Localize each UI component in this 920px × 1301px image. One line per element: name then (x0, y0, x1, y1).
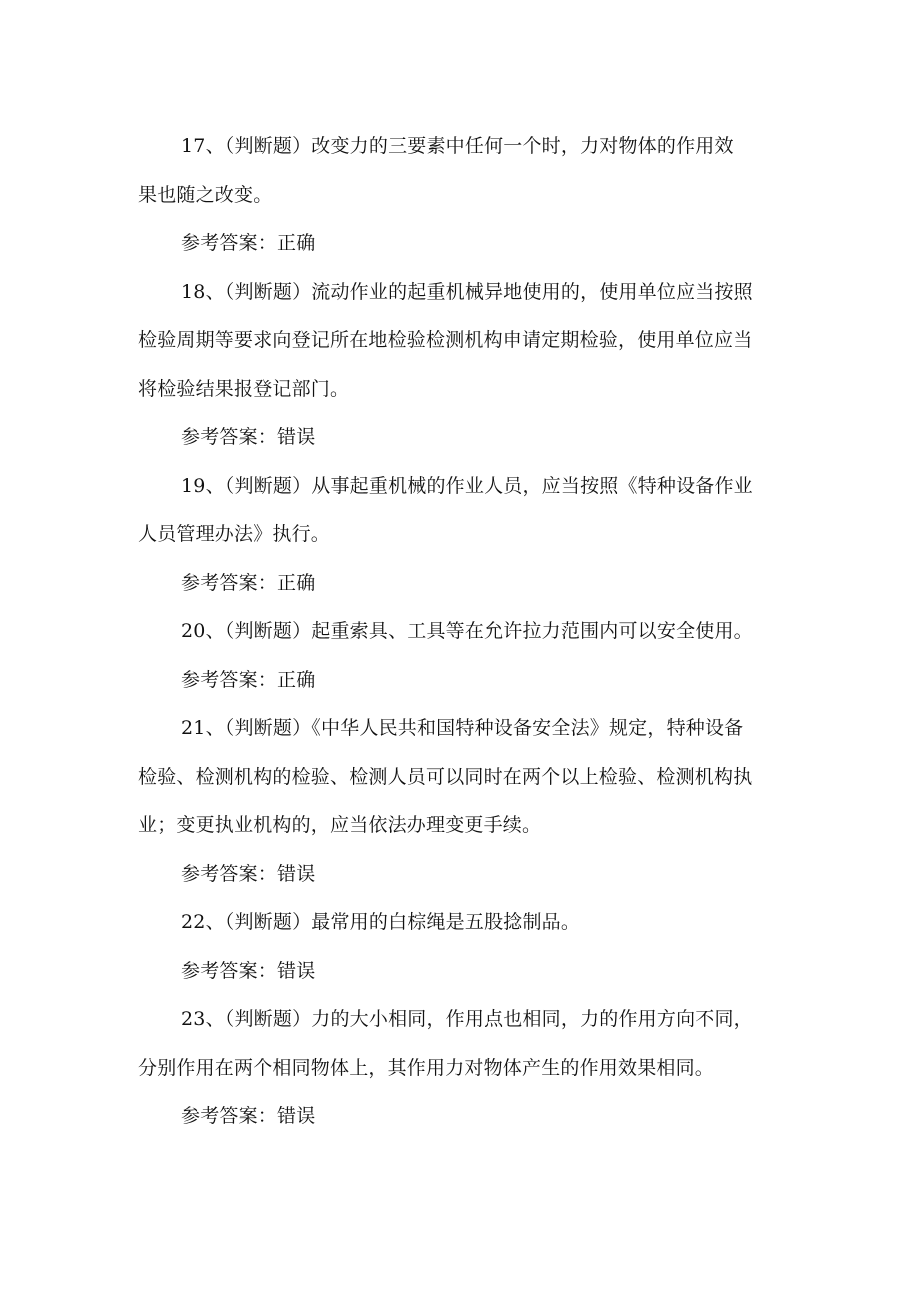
question-19 (138, 462, 800, 559)
question-line: 果也随之改变。 (138, 183, 273, 206)
answer-18: 参考答案：错误 (181, 426, 316, 448)
question-21 (138, 704, 800, 850)
question-line: 19、（判断题）从事起重机械的作业人员，应当按照《特种设备作业 (181, 474, 753, 497)
question-line: 22、（判断题）最常用的白棕绳是五股捻制品。 (181, 911, 581, 933)
question-17 (138, 122, 800, 219)
question-line: 将检验结果报登记部门。 (138, 377, 350, 400)
question-line: 21、（判断题）《中华人民共和国特种设备安全法》规定，特种设备 (181, 717, 744, 739)
question-line: 检验周期等要求向登记所在地检验检测机构申请定期检验，使用单位应当 (138, 329, 753, 351)
question-line: 20、（判断题）起重索具、工具等在允许拉力范围内可以安全使用。 (181, 620, 753, 642)
answer-21: 参考答案：错误 (181, 862, 316, 885)
answer-17: 参考答案：正确 (181, 232, 316, 254)
answer-22: 参考答案：错误 (181, 959, 316, 982)
question-line: 23、（判断题）力的大小相同，作用点也相同，力的作用方向不同， (181, 1008, 753, 1030)
question-line: 分别作用在两个相同物体上，其作用力对物体产生的作用效果相同。 (138, 1056, 715, 1079)
answer-23: 参考答案：错误 (181, 1105, 316, 1127)
question-line: 检验、检测机构的检验、检测人员可以同时在两个以上检验、检测机构执 (138, 765, 753, 788)
question-22 (138, 898, 800, 947)
question-23 (138, 995, 800, 1092)
question-line: 17、（判断题）改变力的三要素中任何一个时，力对物体的作用效 (181, 135, 734, 157)
question-line: 18、（判断题）流动作业的起重机械异地使用的，使用单位应当按照 (181, 280, 753, 303)
question-line: 业；变更执业机构的，应当依法办理变更手续。 (138, 814, 542, 836)
question-line: 人员管理办法》执行。 (138, 523, 331, 545)
answer-19: 参考答案：正确 (181, 571, 316, 594)
question-18 (138, 268, 800, 414)
question-20 (138, 607, 800, 656)
answer-20: 参考答案：正确 (181, 668, 316, 691)
